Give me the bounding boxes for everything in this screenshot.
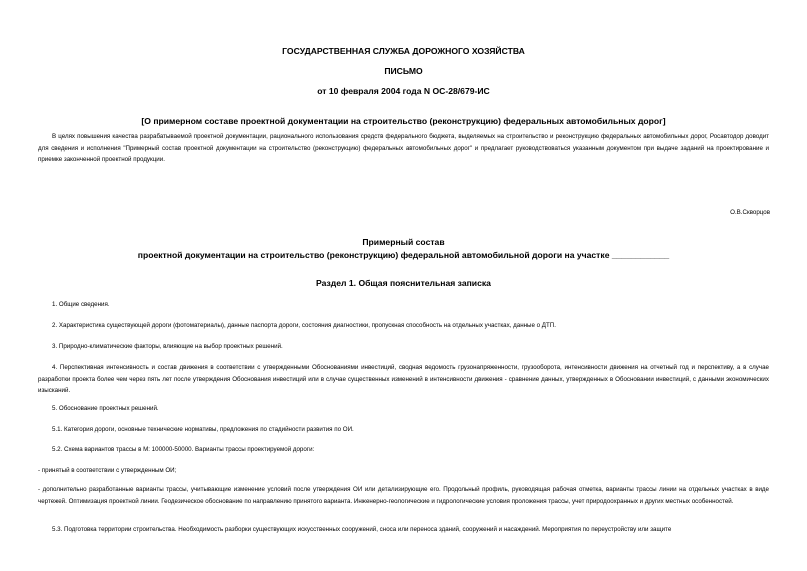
- document-date-number: от 10 февраля 2004 года N ОС-28/679-ИС: [317, 86, 490, 96]
- intro-paragraph: В целях повышения качества разрабатываемой проектной документации, рационального использования средств федерального бюджета, выделяемых на строительство и реконструкцию федеральных автомобильных дорог, Росавтодор доводит для сведения и исполнения "Примерный состав проектной документации на строительство (реконструкцию) федеральных автомобильных дорог" и предлагает руководствоваться указанным документом при выдаче заданий на проектирование и приемке законченной проектной продукции.: [38, 133, 769, 163]
- list-item: 5.1. Категория дороги, основные технические нормативы, предложения по стадийности развития по ОИ.: [52, 426, 354, 433]
- document-type: ПИСЬМО: [384, 66, 423, 76]
- attachment-title: Примерный состав: [362, 237, 445, 247]
- list-item: 2. Характеристика существующей дороги (фотоматериалы), данные паспорта дороги, состояния диагностики, пропускная способность на отдельных участках, данные о ДТП.: [52, 322, 556, 329]
- section-title: Раздел 1. Общая пояснительная записка: [316, 278, 491, 288]
- list-item: 4. Перспективная интенсивность и состав движения в соответствии с утвержденными Обоснованиями инвестиций, сводная ведомость грузонапряженности, грузооборота, интенсивности движения на отчетный год и перспективу, а в случае разработки проекта более чем через пять лет после утверждения Обоснования инвестиций или в случае существенных изменений в интенсивности движения - сравнение данных, утвержденных в Обосновании инвестиций, с данными экономических изысканий.: [38, 364, 769, 394]
- signature: О.В.Скворцов: [730, 209, 770, 216]
- list-item: 5.2. Схема вариантов трассы в М: 100000-50000. Варианты трассы проектируемой дороги:: [52, 446, 315, 453]
- attachment-subtitle: проектной документации на строительство (реконструкцию) федеральной автомобильной дороги на участке ____________: [137, 250, 670, 260]
- list-item: 5. Обоснование проектных решений.: [52, 405, 159, 412]
- list-item: 1. Общие сведения.: [52, 301, 110, 308]
- agency-heading: ГОСУДАРСТВЕННАЯ СЛУЖБА ДОРОЖНОГО ХОЗЯЙСТВА: [282, 46, 525, 56]
- document-subject: [О примерном составе проектной документации на строительство (реконструкцию) федеральных автомобильных дорог]: [141, 116, 666, 126]
- list-item: 3. Природно-климатические факторы, влияющие на выбор проектных решений.: [52, 343, 283, 350]
- list-item: - принятый в соответствии с утвержденным ОИ;: [38, 467, 177, 474]
- list-item: 5.3. Подготовка территории строительства. Необходимость разборки существующих искусственных сооружений, сноса или переноса зданий, сооружений и насаждений. Мероприятия по переустройству или защите: [52, 526, 672, 533]
- list-item: - дополнительно разработанные варианты трассы, учитывающие изменение условий после утверждения ОИ или детализирующие его. Продольный профиль, руководящая рабочая отметка, варианты трассы линии на отдельных участках в виде чертежей. Оптимизация проектной линии. Геодезическое обоснование по направлению принятого варианта. Инженерно-геологические и гидрологические условия проложения трассы, учет природоохранных и других местных особенностей.: [38, 486, 769, 505]
